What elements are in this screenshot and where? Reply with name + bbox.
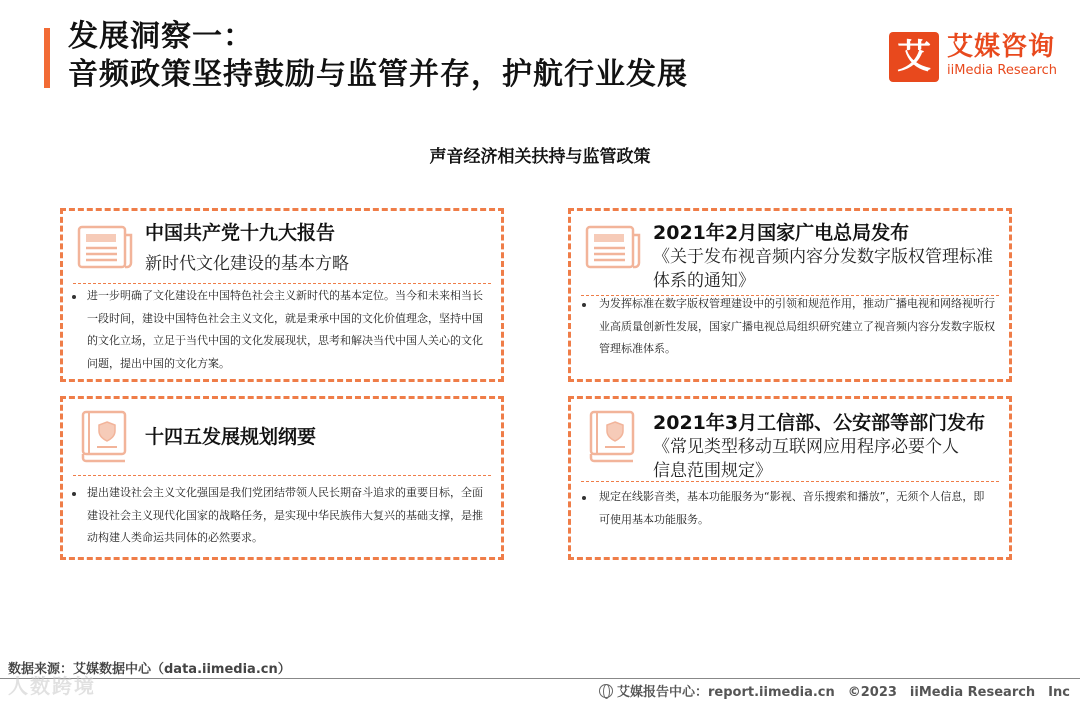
globe-icon xyxy=(599,684,613,698)
card-body: 提出建设社会主义文化强国是我们党团结带领人民长期奋斗追求的重要目标，全面建设社会主义现代化国家的战略任务，是实现中华民族伟大复兴的基础支撑，是推动构建人类命运共同体的必然要求。 xyxy=(87,486,483,544)
section-subtitle: 声音经济相关扶持与监管政策 xyxy=(429,147,651,167)
logo-cn-text: 艾媒咨询 xyxy=(947,32,1056,62)
card-body: 规定在线影音类，基本功能服务为“影视、音乐搜索和播放”，无须个人信息，即可使用基本功能服务。 xyxy=(599,490,985,526)
card-body: 进一步明确了文化建设在中国特色社会主义新时代的基本定位。当今和未来相当长一段时间，建设中国特色社会主义文化，就是秉承中国的文化价值理念，坚持中国的文化立场，立足于当代中国的文化发展现状，思考和解决当代中国人关心的文化问题，提出中国的文化方案。 xyxy=(87,289,483,370)
data-source: 数据来源：艾媒数据中心（data.iimedia.cn） xyxy=(8,662,291,677)
iimedia-logo xyxy=(889,32,1069,82)
card-subtitle: 《关于发布视音频内容分发数字版权管理标准体系的通知》 xyxy=(653,247,993,291)
policy-card-19th-congress xyxy=(60,208,504,382)
card-body: 为发挥标准在数字版权管理建设中的引领和规范作用，推动广播电视和网络视听行业高质量创新性发展，国家广播电视总局组织研究建立了视音频内容分发数字版权管理标准体系。 xyxy=(599,297,995,355)
policy-card-miit-app-privacy xyxy=(568,396,1012,560)
law-book-icon xyxy=(585,409,643,463)
watermark: 人数跨境 xyxy=(8,674,96,698)
card-subtitle: 《常见类型移动互联网应用程序必要个人信息范围规定》 xyxy=(653,437,959,481)
card-divider xyxy=(73,283,491,284)
footer-divider xyxy=(0,678,1080,679)
card-title: 2021年3月工信部、公安部等部门发布 xyxy=(653,412,986,434)
card-divider xyxy=(581,481,999,482)
card-title: 中国共产党十九大报告 xyxy=(145,222,336,244)
page-title-line-2: 音频政策坚持鼓励与监管并存，护航行业发展 xyxy=(68,57,688,92)
bullet-dot xyxy=(582,303,586,307)
bullet-dot xyxy=(582,496,586,500)
card-title: 2021年2月国家广电总局发布 xyxy=(653,222,910,244)
newspaper-icon xyxy=(77,221,135,275)
logo-en-text: iiMedia Research xyxy=(947,63,1058,78)
footer-text: 艾媒报告中心：report.iimedia.cn ©2023 iiMedia Research Inc xyxy=(617,685,1070,700)
title-accent-bar xyxy=(44,28,50,88)
policy-card-14th-five-year-plan xyxy=(60,396,504,560)
page-title-line-1: 发展洞察一： xyxy=(68,19,254,54)
page-title xyxy=(68,18,688,94)
policy-card-nrta-drm xyxy=(568,208,1012,382)
law-book-icon xyxy=(77,409,135,463)
bullet-dot xyxy=(72,295,76,299)
card-divider xyxy=(73,475,491,476)
newspaper-icon xyxy=(585,221,643,275)
card-subtitle: 新时代文化建设的基本方略 xyxy=(145,254,349,274)
footer-credit xyxy=(599,681,1070,700)
logo-mark: 艾 xyxy=(889,32,939,82)
card-title: 十四五发展规划纲要 xyxy=(145,426,317,448)
bullet-dot xyxy=(72,492,76,496)
